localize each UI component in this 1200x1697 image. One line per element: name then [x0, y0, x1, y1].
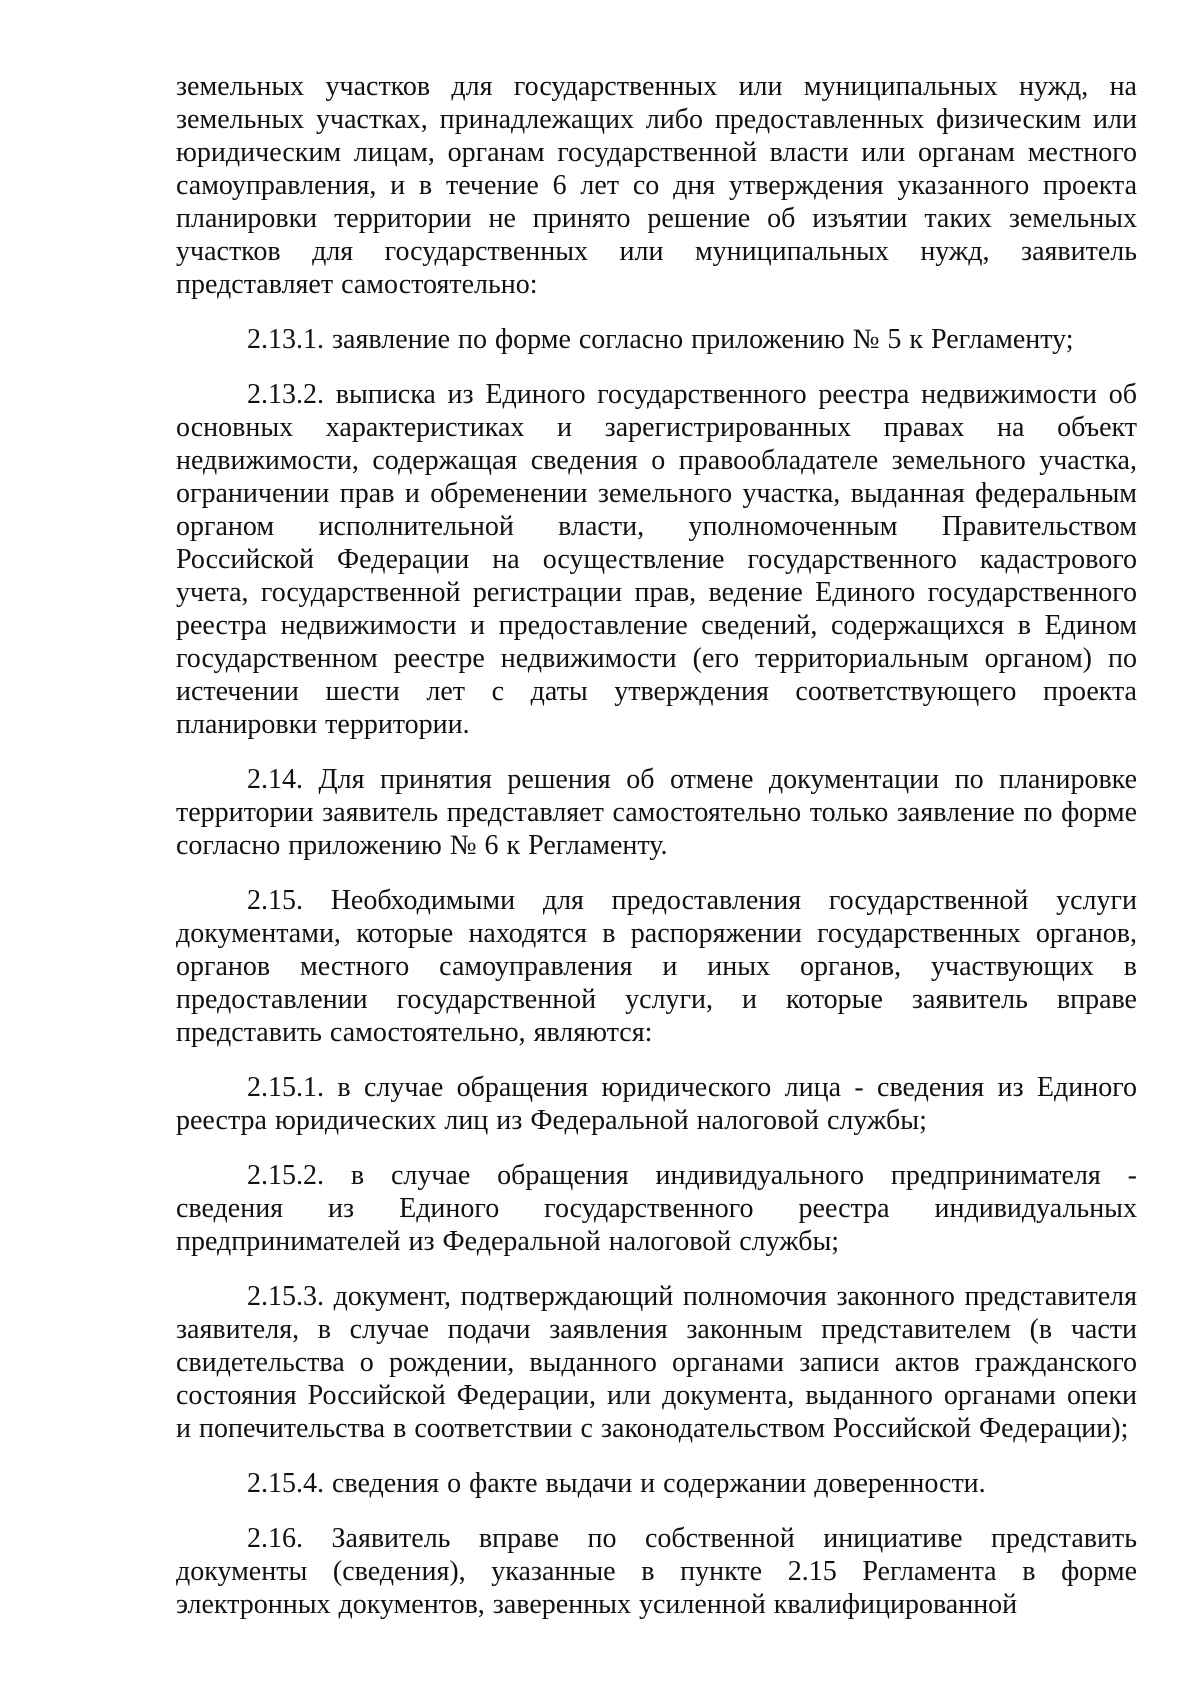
- document-page: [176, 70, 1137, 1643]
- paragraph-2-15: 2.15. Необходимыми для предоставления государственной услуги документами, которые находятся в распоряжении государственных органов, органов местного самоуправления и иных органов, участвующих в предоставлении государственной услуги, и которые заявитель вправе представить самостоятельно, являются:: [176, 885, 1137, 1048]
- paragraph-2-16: 2.16. Заявитель вправе по собственной инициативе представить документы (сведения), указанные в пункте 2.15 Регламента в форме электронных документов, заверенных усиленной квалифицированной: [176, 1523, 1137, 1620]
- paragraph-2-13-1: 2.13.1. заявление по форме согласно приложению № 5 к Регламенту;: [247, 324, 1074, 355]
- paragraph-continuation: земельных участков для государственных или муниципальных нужд, на земельных участках, принадлежащих либо предоставленных физическим или юридическим лицам, органам государственной власти или органам местного самоуправления, и в течение 6 лет со дня утверждения указанного проекта планировки территории не принято решение об изъятии таких земельных участков для государственных или муниципальных нужд, заявитель представляет самостоятельно:: [176, 71, 1137, 300]
- paragraph-2-15-2: 2.15.2. в случае обращения индивидуального предпринимателя - сведения из Единого государственного реестра индивидуальных предпринимателей из Федеральной налоговой службы;: [176, 1160, 1137, 1257]
- paragraph-2-15-3: 2.15.3. документ, подтверждающий полномочия законного представителя заявителя, в случае подачи заявления законным представителем (в части свидетельства о рождении, выданного органами записи актов гражданского состояния Российской Федерации, или документа, выданного органами опеки и попечительства в соответствии с законодательством Российской Федерации);: [176, 1281, 1137, 1444]
- paragraph-2-15-4: 2.15.4. сведения о факте выдачи и содержании доверенности.: [247, 1468, 986, 1499]
- paragraph-2-14: 2.14. Для принятия решения об отмене документации по планировке территории заявитель представляет самостоятельно только заявление по форме согласно приложению № 6 к Регламенту.: [176, 764, 1137, 861]
- paragraph-2-15-1: 2.15.1. в случае обращения юридического лица - сведения из Единого реестра юридических лиц из Федеральной налоговой службы;: [176, 1072, 1137, 1136]
- paragraph-2-13-2: 2.13.2. выписка из Единого государственного реестра недвижимости об основных характеристиках и зарегистрированных правах на объект недвижимости, содержащая сведения о правообладателе земельного участка, ограничении прав и обременении земельного участка, выданная федеральным органом исполнительной власти, уполномоченным Правительством Российской Федерации на осуществление государственного кадастрового учета, государственной регистрации прав, ведение Единого государственного реестра недвижимости и предоставление сведений, содержащихся в Едином государственном реестре недвижимости (его территориальным органом) по истечении шести лет с даты утверждения соответствующего проекта планировки территории.: [176, 379, 1137, 740]
